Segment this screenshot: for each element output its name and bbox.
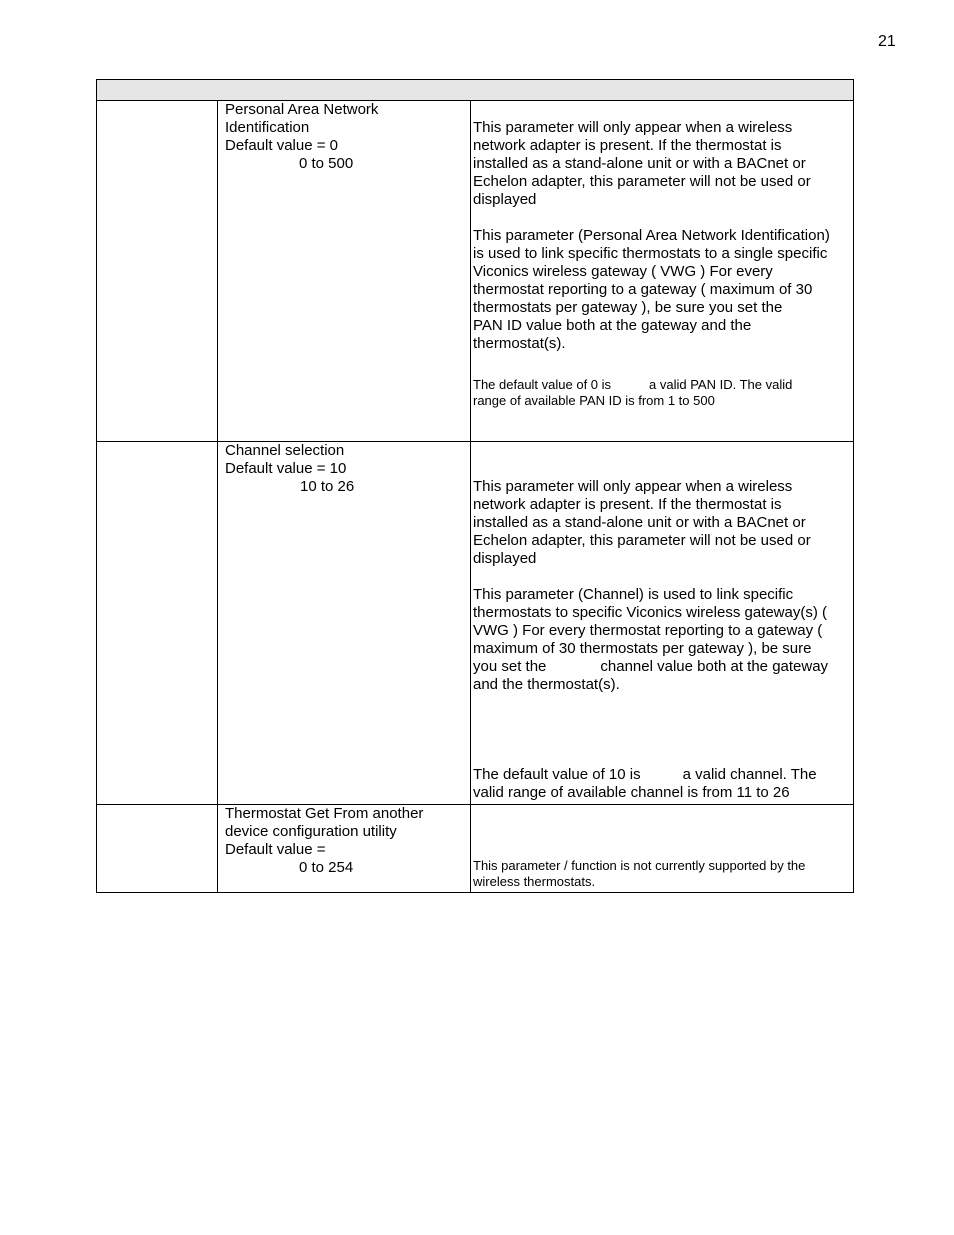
note-line: Echelon adapter, this parameter will not be used or xyxy=(473,532,811,549)
note-line: Echelon adapter, this parameter will not be used or xyxy=(473,173,811,190)
note-line: Viconics wireless gateway ( VWG ) For every xyxy=(473,263,773,280)
parameter-name-line: Thermostat Get From another xyxy=(225,805,424,822)
note-line: network adapter is present. If the thermostat is xyxy=(473,496,782,513)
value-range: 0 to 254 xyxy=(299,859,354,876)
value-range: 10 to 26 xyxy=(300,478,355,495)
note-line: installed as a stand-alone unit or with a BACnet or xyxy=(473,155,806,172)
note-line: and the thermostat(s). xyxy=(473,676,620,693)
column-divider xyxy=(470,804,471,892)
page-number: 21 xyxy=(878,33,896,50)
parameter-description xyxy=(225,101,465,173)
blank-line xyxy=(473,442,851,478)
default-value: Default value = 10 xyxy=(225,460,347,477)
default-value: Default value = 0 xyxy=(225,137,338,154)
parameter-name-line: device configuration utility xyxy=(225,823,397,840)
table-row-pan-id xyxy=(96,100,854,442)
parameter-name-line: Identification xyxy=(225,119,310,136)
note-line: This parameter will only appear when a wireless xyxy=(473,478,793,495)
note-line: thermostats to specific Viconics wireless gateway(s) ( xyxy=(473,604,828,621)
note-line xyxy=(473,766,851,784)
note-line: network adapter is present. If the thermostat is xyxy=(473,137,782,154)
note-fragment: The default value of 10 is xyxy=(473,766,641,783)
table-header-row xyxy=(96,79,854,101)
column-divider xyxy=(217,804,218,892)
parameter-description xyxy=(225,805,465,877)
note-line: is used to link specific thermostats to a single specific xyxy=(473,245,828,262)
column-divider xyxy=(217,441,218,804)
note-line: PAN ID value both at the gateway and the xyxy=(473,317,752,334)
blank-line xyxy=(473,209,851,227)
column-divider xyxy=(470,100,471,441)
small-note-line: range of available PAN ID is from 1 to 500 xyxy=(473,393,715,408)
parameter-notes xyxy=(473,442,851,802)
note-line: displayed xyxy=(473,191,537,208)
column-divider xyxy=(470,441,471,804)
table-row-get-from xyxy=(96,804,854,893)
blank-line xyxy=(473,353,851,377)
note-line: VWG ) For every thermostat reporting to a gateway ( xyxy=(473,622,823,639)
note-line: displayed xyxy=(473,550,537,567)
note-line: thermostats per gateway ), be sure you set the xyxy=(473,299,783,316)
blank-line xyxy=(473,568,851,586)
note-line xyxy=(473,658,851,676)
note-fragment: a valid PAN ID. The valid xyxy=(649,377,793,392)
parameter-name-line: Personal Area Network xyxy=(225,101,379,118)
note-fragment: The default value of 0 is xyxy=(473,377,612,392)
note-fragment: a valid channel. The xyxy=(682,766,817,783)
blank-line xyxy=(473,694,851,766)
parameter-name-line: Channel selection xyxy=(225,442,345,459)
note-line: installed as a stand-alone unit or with a BACnet or xyxy=(473,514,806,531)
note-line: This parameter will only appear when a wireless xyxy=(473,119,793,136)
small-note-line xyxy=(473,377,851,393)
note-fragment: channel value both at the gateway xyxy=(600,658,829,675)
blank-line xyxy=(473,101,851,119)
parameter-notes xyxy=(473,101,851,409)
note-line: thermostat(s). xyxy=(473,335,566,352)
column-divider xyxy=(217,100,218,441)
parameter-description xyxy=(225,442,465,496)
value-range: 0 to 500 xyxy=(299,155,354,172)
note-line: maximum of 30 thermostats per gateway ), be sure xyxy=(473,640,812,657)
default-value: Default value = xyxy=(225,841,326,858)
note-line: This parameter (Channel) is used to link specific xyxy=(473,586,794,603)
note-line: thermostat reporting to a gateway ( maximum of 30 xyxy=(473,281,813,298)
note-line: This parameter (Personal Area Network Identification) xyxy=(473,227,830,244)
small-note-line: wireless thermostats. xyxy=(473,874,596,889)
note-line: valid range of available channel is from 11 to 26 xyxy=(473,784,790,801)
table-row-channel xyxy=(96,441,854,805)
note-fragment: you set the xyxy=(473,658,547,675)
parameter-notes xyxy=(473,858,851,890)
small-note-line: This parameter / function is not currently supported by the xyxy=(473,858,806,873)
